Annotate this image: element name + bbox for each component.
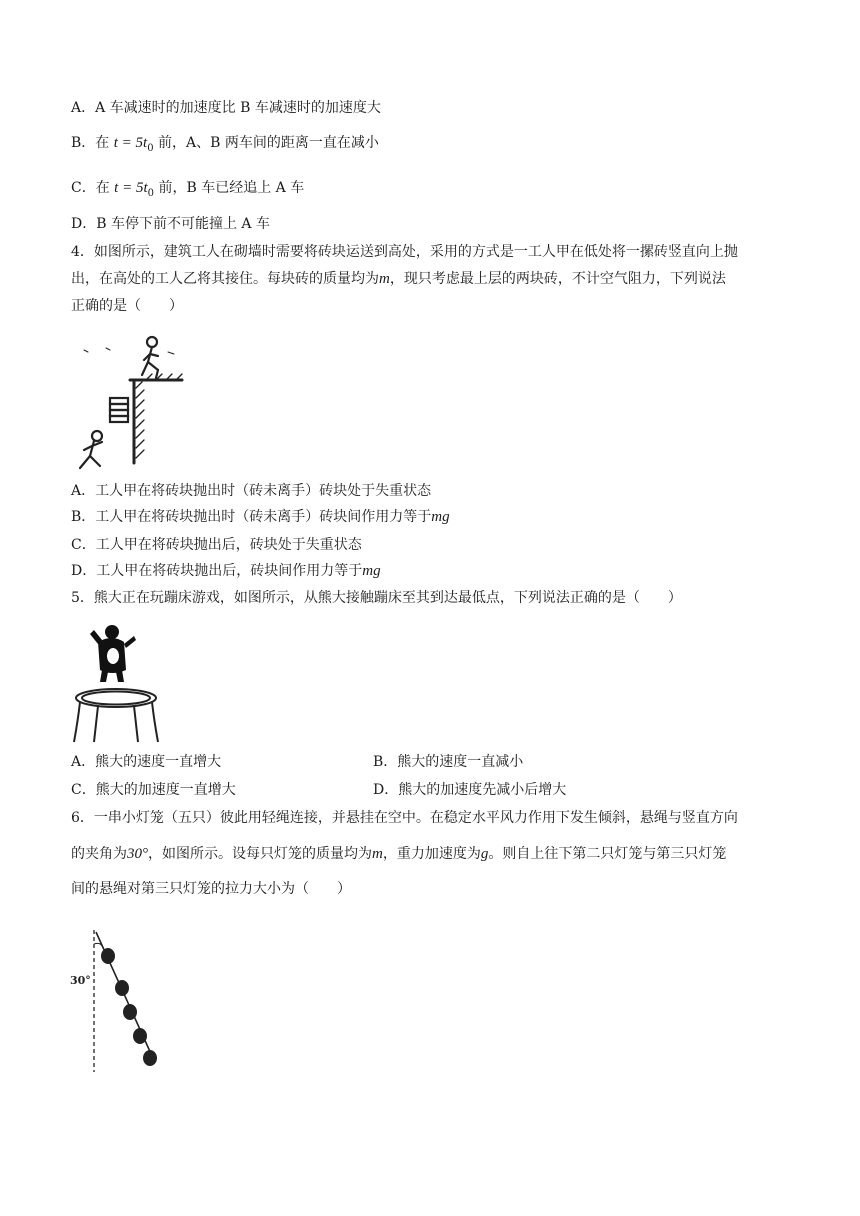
q3-option-d: D．B 车停下前不可能撞上 A 车 xyxy=(71,216,270,232)
q3-option-a: A．A 车减速时的加速度比 B 车减速时的加速度大 xyxy=(71,100,381,116)
q5-option-b: B．熊大的速度一直减小 xyxy=(373,754,524,770)
q3-option-b: B．在 $t = 5t_0$ 前，A、B 两车间的距离一直在减小 xyxy=(71,135,379,154)
q5-stem: 5．熊大正在玩蹦床游戏，如图所示，从熊大接触蹦床至其到达最低点，下列说法正确的是（ ） xyxy=(71,590,682,606)
q4-option-b: B．工人甲在将砖块抛出时（砖未离手）砖块间作用力等于mg xyxy=(71,509,450,525)
q4-stem-line3: 正确的是（ ） xyxy=(71,298,183,314)
q4-stem-line1: 4．如图所示，建筑工人在砌墙时需要将砖块运送到高处，采用的方式是一工人甲在低处将一摞砖竖直向上抛 xyxy=(71,244,738,260)
q6-stem-line2: 的夹角为30°，如图所示。设每只灯笼的质量均为m，重力加速度为g。则自上往下第二只灯笼与第三只灯笼 xyxy=(71,846,727,862)
q6-stem-line3: 间的悬绳对第三只灯笼的拉力大小为（ ） xyxy=(71,881,351,897)
q4-stem-line2: 出，在高处的工人乙将其接住。每块砖的质量均为m，现只考虑最上层的两块砖，不计空气阻力，下列说法 xyxy=(71,271,726,287)
q5-option-d: D．熊大的加速度先减小后增大 xyxy=(373,782,567,798)
bear-figure xyxy=(90,625,136,682)
q4-brick-throw-figure xyxy=(72,330,188,472)
q6-stem-line1: 6．一串小灯笼（五只）彼此用轻绳连接，并悬挂在空中。在稳定水平风力作用下发生倾斜，悬绳与竖直方向 xyxy=(71,810,738,826)
angle-label: 30° xyxy=(70,974,91,987)
q4-option-d: D．工人甲在将砖块抛出后，砖块间作用力等于mg xyxy=(71,563,381,579)
q5-option-c: C．熊大的加速度一直增大 xyxy=(71,782,236,798)
q6-lanterns-figure xyxy=(66,926,174,1074)
q3-option-c: C．在 $t = 5t_0$ 前，B 车已经追上 A 车 xyxy=(71,180,305,199)
q5-bear-trampoline-figure xyxy=(72,620,168,744)
q4-option-c: C．工人甲在将砖块抛出后，砖块处于失重状态 xyxy=(71,537,362,553)
q5-option-a: A．熊大的速度一直增大 xyxy=(71,754,222,770)
q4-option-a: A．工人甲在将砖块抛出时（砖未离手）砖块处于失重状态 xyxy=(71,483,432,499)
